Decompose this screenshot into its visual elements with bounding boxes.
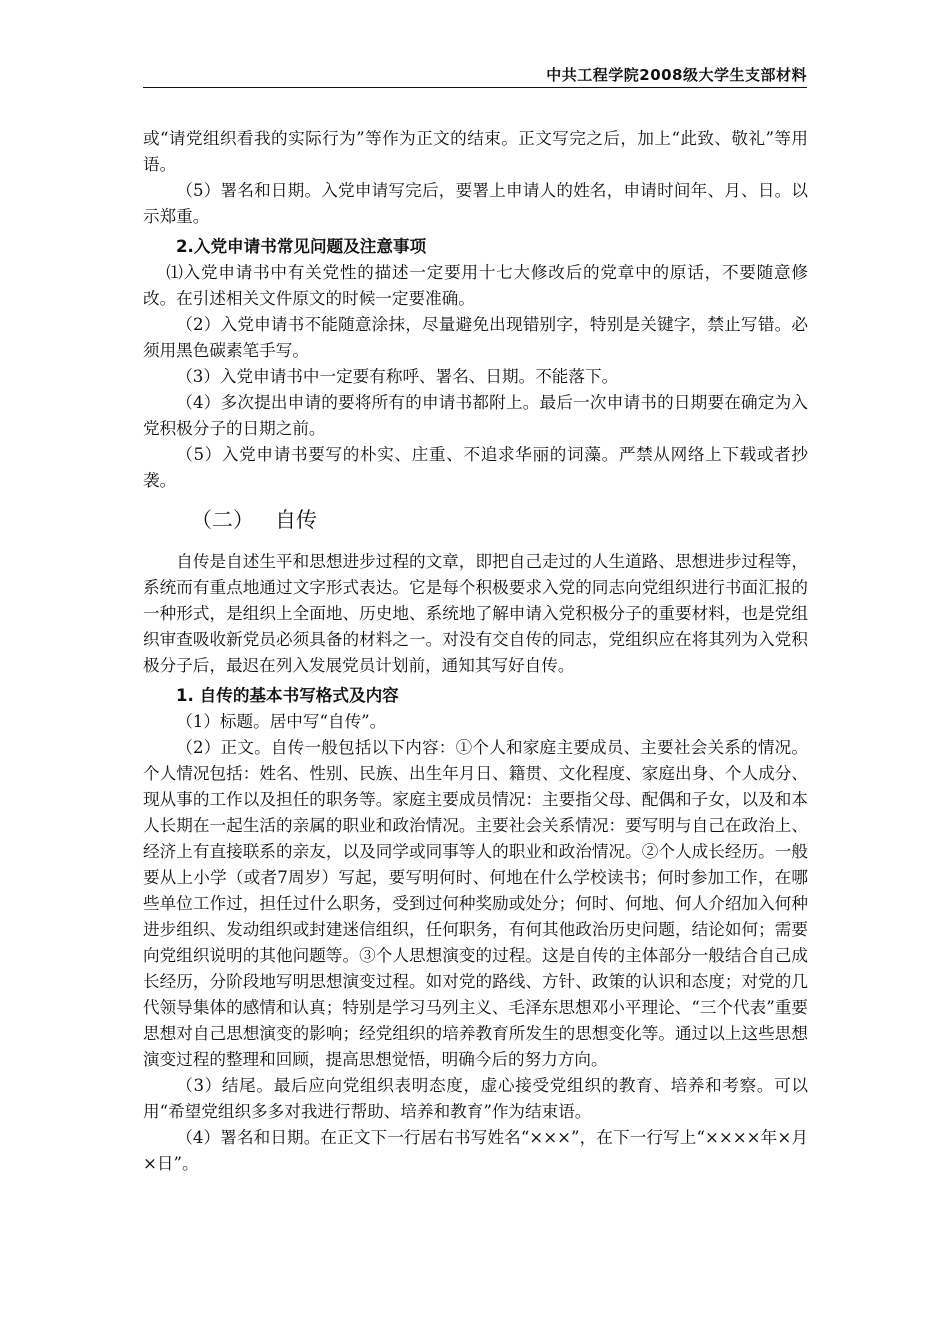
paragraph: 或“请党组织看我的实际行为”等作为正文的结束。正文写完之后，加上“此致、敬礼”等用语。 — [143, 129, 808, 174]
paragraph: （3）结尾。最后应向党组织表明态度，虚心接受党组织的教育、培养和考察。可以用“希望党组织多多对我进行帮助、培养和教育”作为结束语。 — [143, 1076, 808, 1121]
paragraph: （3）入党申请书中一定要有称呼、署名、日期。不能落下。 — [176, 367, 619, 386]
section-heading — [143, 505, 808, 535]
subsection-heading: 2.入党申请书常见问题及注意事项 — [176, 237, 427, 256]
paragraph: 自传是自述生平和思想进步过程的文章，即把自己走过的人生道路、思想进步过程等，系统而有重点地通过文字形式表达。它是每个积极要求入党的同志向党组织进行书面汇报的一种形式，是组织上全面地、历史地、系统地了解申请入党积极分子的重要材料，也是党组织审查吸收新党员必须具备的材料之一。对没有交自传的同志，党组织应在将其列为入党积极分子后，最迟在列入发展党员计划前，通知其写好自传。 — [143, 552, 808, 675]
paragraph: （4）署名和日期。在正文下一行居右书写姓名“×××”，在下一行写上“××××年×月×日”。 — [143, 1128, 808, 1173]
paragraph: （1）标题。居中写“自传”。 — [176, 712, 387, 731]
header-rule — [143, 87, 807, 88]
document-body — [143, 126, 808, 1177]
subsection-heading: 1. 自传的基本书写格式及内容 — [176, 686, 399, 705]
paragraph: （2）正文。自传一般包括以下内容：①个人和家庭主要成员、主要社会关系的情况。个人情况包括：姓名、性别、民族、出生年月日、籍贯、文化程度、家庭出身、个人成分、现从事的工作以及担任的职务等。家庭主要成员情况：主要指父母、配偶和子女，以及和本人长期在一起生活的亲属的职业和政治情况。主要社会关系情况：要写明与自己在政治上、经济上有直接联系的亲友，以及同学或同事等人的职业和政治情况。②个人成长经历。一般要从上小学（或者7周岁）写起，要写明何时、何地在什么学校读书；何时参加工作，在哪些单位工作过，担任过什么职务，受到过何种奖励或处分；何时、何地、何人介绍加入何种进步组织、发动组织或封建迷信组织，任何职务，有何其他政治历史问题，结论如何；需要向党组织说明的其他问题等。③个人思想演变的过程。这是自传的主体部分一般结合自己成长经历，分阶段地写明思想演变过程。如对党的路线、方针、政策的认识和态度；对党的几代领导集体的感情和认真；特别是学习马列主义、毛泽东思想邓小平理论、“三个代表”重要思想对自己思想演变的影响；经党组织的培养教育所发生的思想变化等。通过以上这些思想演变过程的整理和回顾，提高思想觉悟，明确今后的努力方向。 — [143, 738, 808, 1069]
page-header: 中共工程学院2008级大学生支部材料 — [546, 66, 807, 84]
section-title: 自传 — [275, 508, 317, 532]
paragraph: （4）多次提出申请的要将所有的申请书都附上。最后一次申请书的日期要在确定为入党积极分子的日期之前。 — [143, 393, 808, 438]
paragraph: （2）入党申请书不能随意涂抹，尽量避免出现错别字，特别是关键字，禁止写错。必须用黑色碳素笔手写。 — [143, 315, 808, 360]
section-number: （二） — [191, 508, 254, 532]
paragraph: ⑴入党申请书中有关党性的描述一定要用十七大修改后的党章中的原话，不要随意修改。在引述相关文件原文的时候一定要准确。 — [143, 263, 808, 308]
paragraph: （5）入党申请书要写的朴实、庄重、不追求华丽的词藻。严禁从网络上下载或者抄袭。 — [143, 445, 808, 490]
paragraph: （5）署名和日期。入党申请写完后，要署上申请人的姓名，申请时间年、月、日。以示郑重。 — [143, 181, 808, 226]
